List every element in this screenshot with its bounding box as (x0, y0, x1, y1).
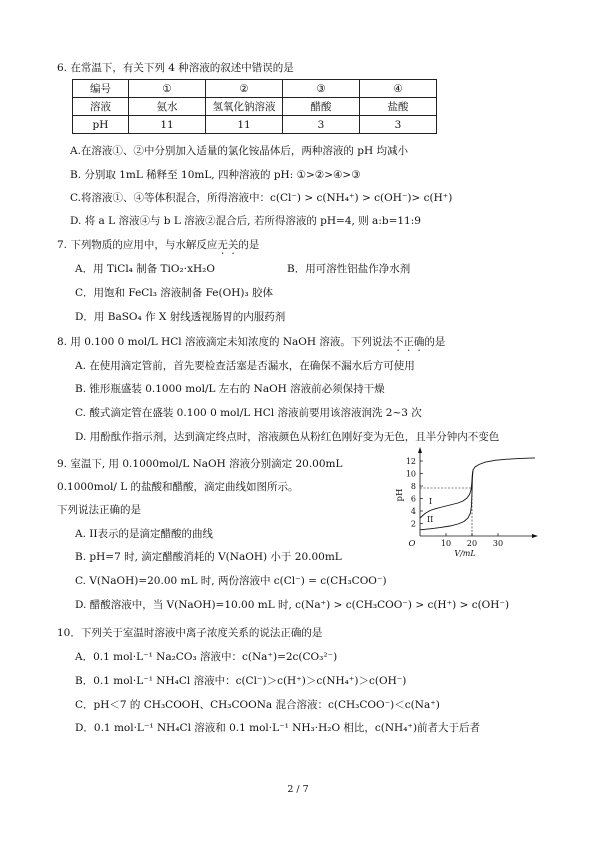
q10-stem: 10．下列关于室温时溶液中离子浓度关系的说法正确的是 (57, 627, 323, 639)
q9-option-b: B. pH=7 时, 滴定醋酸消耗的 V(NaOH) 小于 20.00mL (75, 551, 342, 563)
q8-option-c: C. 酸式滴定管在盛装 0.100 0 mol/L HCl 溶液前要用该溶液润洗 2~3 次 (75, 407, 422, 419)
table-cell: ② (206, 80, 283, 98)
table-cell: pH (73, 116, 129, 134)
table-cell: 11 (129, 116, 206, 134)
y-axis-arrow (418, 447, 422, 453)
y-tick-label: 8 (410, 481, 416, 491)
q9-stem-line: 下列说法正确的是 (57, 504, 141, 516)
q9-option-d: D. 醋酸溶液中，当 V(NaOH)=10.00 mL 时, c(Na⁺) > c(CH₃COO⁻) > c(H⁺) > c(OH⁻) (75, 599, 510, 611)
q6-option-b: B. 分别取 1mL 稀释至 10mL, 四种溶液的 pH: ①>②>④>③ (70, 169, 361, 181)
q8-option-a: A. 在使用滴定管前，首先要检查活塞是否漏水，在确保不漏水后方可使用 (75, 360, 415, 372)
table-cell: 编号 (73, 80, 129, 98)
y-tick-label: 10 (405, 469, 416, 479)
table-cell: ④ (360, 80, 437, 98)
q8-stem (57, 335, 445, 354)
q8-stem-text: 8. 用 0.100 0 mol/L HCl 溶液滴定未知浓度的 NaOH 溶液。下列说法 (57, 336, 393, 348)
q10-option-c: C．pH＜7 的 CH₃COOH、CH₃COONa 混合溶液：c(CH₃COO⁻)＜c(Na⁺) (75, 699, 440, 711)
q8-stem-emphasis: 不正确 (392, 336, 425, 348)
x-axis-arrow (532, 534, 538, 538)
q10-option-b: B．0.1 mol·L⁻¹ NH₄Cl 溶液中：c(Cl⁻)＞c(H⁺)＞c(NH₄⁺)＞c(OH⁻) (75, 675, 407, 687)
q8-stem-text: 的是 (424, 336, 446, 348)
q6-option-d: D. 将 a L 溶液④与 b L 溶液②混合后, 若所得溶液的 pH=4, 则 a:b=11:9 (70, 215, 421, 227)
y-tick-label: 6 (410, 494, 416, 504)
curve-i (420, 458, 535, 518)
table-cell: 醋酸 (283, 98, 360, 116)
curve-label-ii: II (427, 515, 434, 524)
origin-label: O (408, 539, 416, 549)
page-number: 2 / 7 (287, 784, 309, 795)
q6-option-c: C.将溶液①、④等体积混合，所得溶液中：c(Cl⁻) > c(NH₄⁺) > c(OH⁻)> c(H⁺) (70, 192, 453, 204)
curve-label-i: I (429, 497, 433, 506)
x-tick-label: 10 (440, 539, 452, 548)
x-axis-label: V/mL (454, 549, 476, 558)
table-cell: 3 (283, 116, 360, 134)
q8-option-b: B. 锥形瓶盛装 0.1000 mol/L 左右的 NaOH 溶液前必须保持干燥 (75, 383, 385, 395)
solution-table (72, 79, 437, 134)
y-tick-label: 4 (410, 506, 416, 516)
table-cell: 盐酸 (360, 98, 437, 116)
q9-stem-line: 9. 室温下, 用 0.1000mol/L NaOH 溶液分别滴定 20.00mL (57, 458, 343, 470)
table-cell: 11 (206, 116, 283, 134)
table-cell: ③ (283, 80, 360, 98)
y-tick-label: 2 (410, 519, 416, 529)
table-cell: 溶液 (73, 98, 129, 116)
x-tick-label: 20 (466, 539, 478, 548)
titration-curve-figure (395, 445, 540, 560)
q8-option-d: D. 用酚酞作指示剂，达到滴定终点时，溶液颜色从粉红色刚好变为无色，且半分钟内不变色 (75, 431, 500, 443)
q6-stem: 6. 在常温下，有关下列 4 种溶液的叙述中错误的是 (57, 62, 294, 74)
q7-stem (57, 238, 259, 257)
q9-option-c: C. V(NaOH)=20.00 mL 时, 两份溶液中 c(Cl⁻) = c(CH₃COO⁻) (75, 575, 387, 587)
q9-option-a: A. II表示的是滴定醋酸的曲线 (75, 528, 214, 540)
q7-option-d: D．用 BaSO₄ 作 X 射线透视肠胃的内服药剂 (75, 311, 286, 323)
y-axis-label: pH (395, 488, 405, 502)
table-cell: ① (129, 80, 206, 98)
table-row (73, 116, 437, 134)
q10-option-d: D．0.1 mol·L⁻¹ NH₄Cl 溶液和 0.1 mol·L⁻¹ NH₃·H₂O 相比，c(NH₄⁺)前者大于后者 (75, 722, 481, 734)
x-tick-label: 30 (492, 539, 504, 548)
table-cell: 氨水 (129, 98, 206, 116)
table-cell: 3 (360, 116, 437, 134)
q6-option-a: A.在溶液①、②中分别加入适量的氯化铵晶体后，两种溶液的 pH 均减小 (70, 145, 408, 157)
table-row (73, 80, 437, 98)
q7-stem-emphasis: 无关 (217, 239, 239, 251)
q9-stem-line: 0.1000mol/ L 的盐酸和醋酸，滴定曲线如图所示。 (57, 481, 299, 493)
table-cell: 氢氧化钠溶液 (206, 98, 283, 116)
q7-stem-text: 7. 下列物质的应用中，与水解反应 (57, 239, 218, 251)
q7-option-a: A．用 TiCl₄ 制备 TiO₂·xH₂O (75, 263, 215, 275)
q7-option-c: C．用饱和 FeCl₃ 溶液制备 Fe(OH)₃ 胶体 (75, 287, 274, 299)
q10-option-a: A．0.1 mol·L⁻¹ Na₂CO₃ 溶液中：c(Na⁺)=2c(CO₃²⁻) (75, 651, 338, 663)
y-tick-label: 12 (405, 456, 416, 466)
q7-stem-text: 的是 (238, 239, 260, 251)
q7-option-b: B．用可溶性铝盐作净水剂 (287, 263, 411, 275)
table-row (73, 98, 437, 116)
